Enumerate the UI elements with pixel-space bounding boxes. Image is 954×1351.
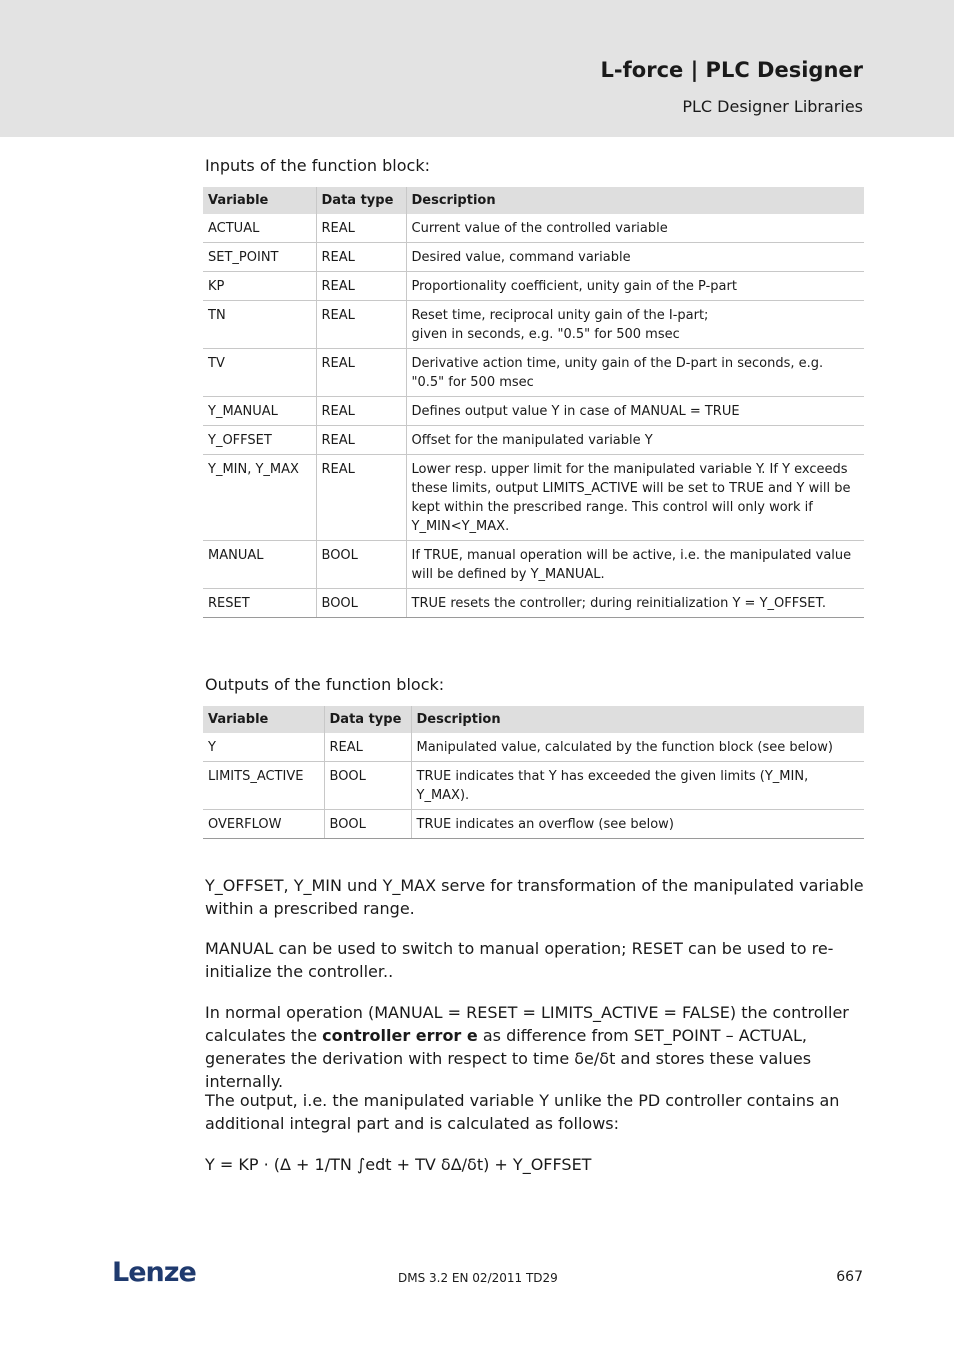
cell-description: Desired value, command variable bbox=[406, 243, 864, 272]
cell-variable: Y_MIN, Y_MAX bbox=[203, 455, 316, 541]
column-header-data-type: Data type bbox=[316, 187, 406, 214]
table-row bbox=[203, 426, 864, 455]
table-row bbox=[203, 762, 864, 810]
cell-description: Derivative action time, unity gain of the D-part in seconds, e.g. "0.5" for 500 msec bbox=[406, 349, 864, 397]
cell-description: Manipulated value, calculated by the function block (see below) bbox=[411, 733, 864, 762]
cell-data-type: BOOL bbox=[324, 810, 411, 839]
document-subtitle: PLC Designer Libraries bbox=[682, 97, 863, 116]
cell-description: If TRUE, manual operation will be active, i.e. the manipulated value will be defined by Y_MANUAL. bbox=[406, 541, 864, 589]
table-header-row bbox=[203, 706, 864, 733]
cell-description: Lower resp. upper limit for the manipulated variable Y. If Y exceeds these limits, output LIMITS_ACTIVE will be set to TRUE and Y will be kept within the prescribed range. This control will only work if Y_MIN<Y_MAX. bbox=[406, 455, 864, 541]
cell-data-type: REAL bbox=[316, 214, 406, 243]
cell-variable: RESET bbox=[203, 589, 316, 618]
cell-description: Offset for the manipulated variable Y bbox=[406, 426, 864, 455]
cell-description: TRUE indicates an overflow (see below) bbox=[411, 810, 864, 839]
cell-description: Reset time, reciprocal unity gain of the I-part; given in seconds, e.g. "0.5" for 500 msec bbox=[406, 301, 864, 349]
column-header-variable: Variable bbox=[203, 187, 316, 214]
cell-data-type: BOOL bbox=[316, 541, 406, 589]
paragraph-offset-range: Y_OFFSET, Y_MIN und Y_MAX serve for transformation of the manipulated variable within a prescribed range. bbox=[205, 876, 864, 918]
cell-variable: TN bbox=[203, 301, 316, 349]
cell-description: Current value of the controlled variable bbox=[406, 214, 864, 243]
table-row bbox=[203, 397, 864, 426]
controller-error-term: controller error e bbox=[322, 1026, 478, 1045]
cell-data-type: REAL bbox=[316, 349, 406, 397]
document-reference: DMS 3.2 EN 02/2011 TD29 bbox=[398, 1271, 558, 1285]
cell-description: TRUE indicates that Y has exceeded the given limits (Y_MIN, Y_MAX). bbox=[411, 762, 864, 810]
cell-description: TRUE resets the controller; during reinitialization Y = Y_OFFSET. bbox=[406, 589, 864, 618]
table-row bbox=[203, 243, 864, 272]
cell-variable: ACTUAL bbox=[203, 214, 316, 243]
table-row bbox=[203, 214, 864, 243]
table-row bbox=[203, 810, 864, 839]
paragraph-manual-reset: MANUAL can be used to switch to manual operation; RESET can be used to re-initialize the controller.. bbox=[205, 939, 834, 981]
table-row bbox=[203, 733, 864, 762]
column-header-variable: Variable bbox=[203, 706, 324, 733]
controller-formula: Y = KP · (Δ + 1/TN ∫edt + TV δΔ/δt) + Y_OFFSET bbox=[205, 1155, 592, 1174]
outputs-table bbox=[203, 706, 864, 839]
lenze-logo: Lenze bbox=[112, 1257, 196, 1288]
table-row bbox=[203, 455, 864, 541]
column-header-description: Description bbox=[406, 187, 864, 214]
cell-description: Proportionality coefficient, unity gain of the P-part bbox=[406, 272, 864, 301]
table-row bbox=[203, 301, 864, 349]
cell-description: Defines output value Y in case of MANUAL = TRUE bbox=[406, 397, 864, 426]
cell-data-type: REAL bbox=[316, 301, 406, 349]
table-row bbox=[203, 272, 864, 301]
paragraph-text: In normal operation (MANUAL = RESET = LIMITS_ACTIVE = FALSE) the controller calculates the bbox=[205, 1003, 849, 1045]
column-header-data-type: Data type bbox=[324, 706, 411, 733]
cell-variable: MANUAL bbox=[203, 541, 316, 589]
table-row bbox=[203, 589, 864, 618]
cell-data-type: REAL bbox=[316, 272, 406, 301]
page-number: 667 bbox=[836, 1269, 863, 1285]
table-header-row bbox=[203, 187, 864, 214]
cell-variable: SET_POINT bbox=[203, 243, 316, 272]
cell-data-type: BOOL bbox=[316, 589, 406, 618]
column-header-description: Description bbox=[411, 706, 864, 733]
inputs-heading: Inputs of the function block: bbox=[205, 156, 430, 175]
table-row bbox=[203, 541, 864, 589]
cell-variable: TV bbox=[203, 349, 316, 397]
cell-data-type: REAL bbox=[316, 426, 406, 455]
cell-data-type: REAL bbox=[316, 243, 406, 272]
cell-data-type: REAL bbox=[316, 397, 406, 426]
table-row bbox=[203, 349, 864, 397]
cell-variable: LIMITS_ACTIVE bbox=[203, 762, 324, 810]
page-header bbox=[0, 0, 954, 137]
inputs-table bbox=[203, 187, 864, 618]
cell-variable: Y_OFFSET bbox=[203, 426, 316, 455]
cell-variable: OVERFLOW bbox=[203, 810, 324, 839]
cell-variable: Y bbox=[203, 733, 324, 762]
cell-data-type: REAL bbox=[316, 455, 406, 541]
outputs-heading: Outputs of the function block: bbox=[205, 675, 445, 694]
paragraph-text: as difference from SET_POINT – ACTUAL, generates the derivation with respect to time δe/δt and stores these values internally. bbox=[205, 1026, 812, 1091]
cell-variable: Y_MANUAL bbox=[203, 397, 316, 426]
document-title: L-force | PLC Designer bbox=[600, 58, 863, 82]
cell-data-type: REAL bbox=[324, 733, 411, 762]
paragraph-normal-operation bbox=[205, 1001, 870, 1093]
cell-data-type: BOOL bbox=[324, 762, 411, 810]
cell-variable: KP bbox=[203, 272, 316, 301]
paragraph-output-description: The output, i.e. the manipulated variable Y unlike the PD controller contains an additional integral part and is calculated as follows: bbox=[205, 1091, 840, 1133]
